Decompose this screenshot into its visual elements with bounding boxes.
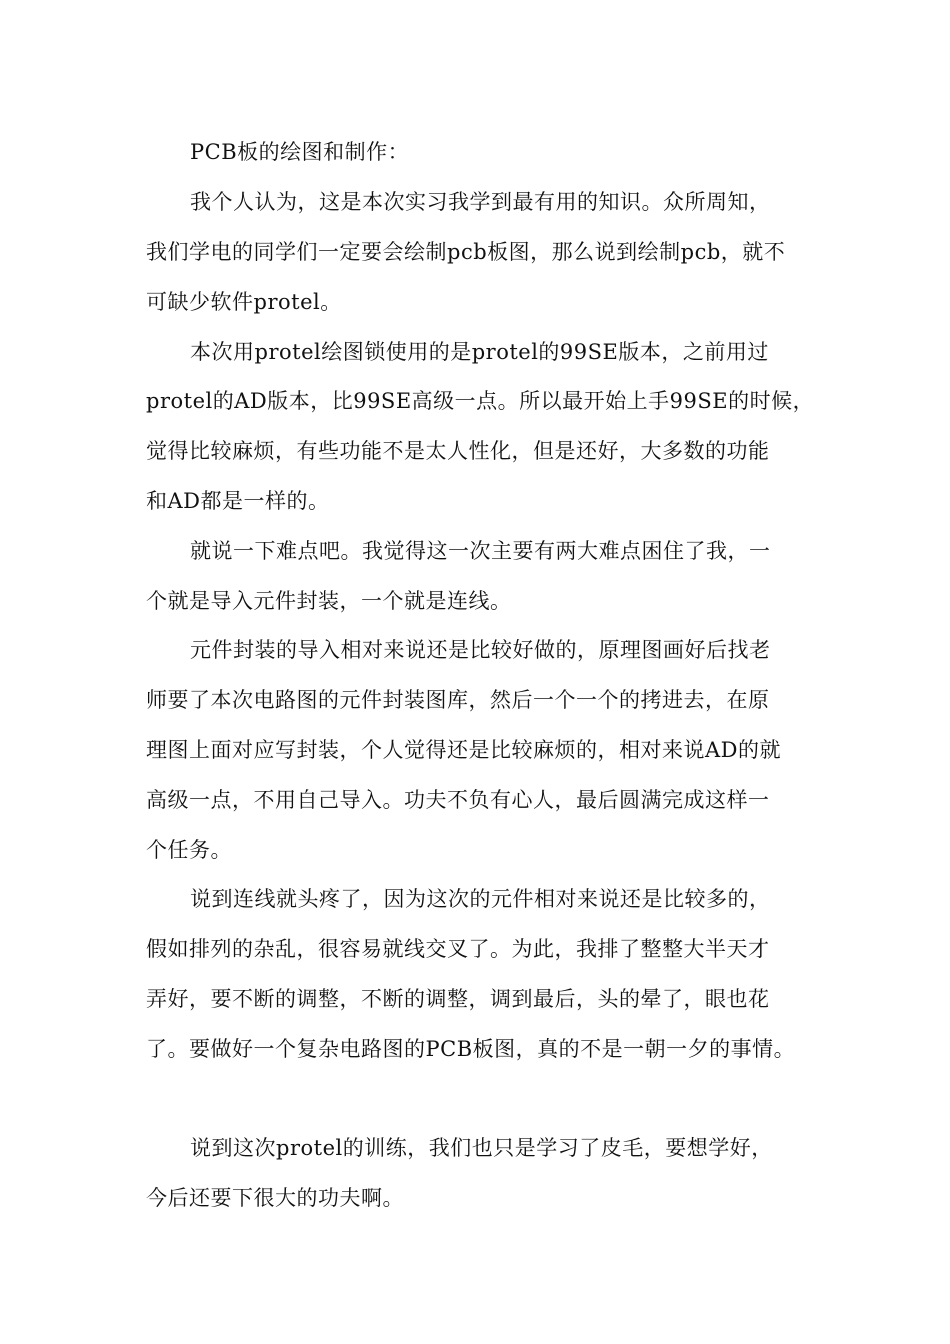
paragraph-line: 理图上面对应写封装，个人觉得还是比较麻烦的，相对来说AD的就	[146, 738, 781, 762]
paragraph-line: 和AD都是一样的。	[146, 489, 330, 513]
paragraph-line: 就说一下难点吧。我觉得这一次主要有两大难点困住了我，一	[190, 539, 771, 563]
paragraph-line: 说到这次protel的训练，我们也只是学习了皮毛，要想学好，	[190, 1136, 773, 1160]
paragraph-line: protel的AD版本，比99SE高级一点。所以最开始上手99SE的时候，	[146, 389, 815, 413]
paragraph-line: 个就是导入元件封装，一个就是连线。	[146, 589, 512, 613]
paragraph-line: 师要了本次电路图的元件封装图库，然后一个一个的拷进去，在原	[146, 688, 770, 712]
paragraph-line: 元件封装的导入相对来说还是比较好做的，原理图画好后找老	[190, 638, 771, 662]
paragraph-line: 觉得比较麻烦，有些功能不是太人性化，但是还好，大多数的功能	[146, 439, 770, 463]
paragraph-line: 我个人认为，这是本次实习我学到最有用的知识。众所周知，	[190, 190, 771, 214]
paragraph-line: 假如排列的杂乱，很容易就线交叉了。为此，我排了整整大半天才	[146, 937, 770, 961]
paragraph-line: 弄好，要不断的调整，不断的调整，调到最后，头的晕了，眼也花	[146, 987, 770, 1011]
paragraph-line: 说到连线就头疼了，因为这次的元件相对来说还是比较多的，	[190, 887, 771, 911]
paragraph-line: 了。要做好一个复杂电路图的PCB板图，真的不是一朝一夕的事情。	[146, 1037, 796, 1061]
paragraph-line: 本次用protel绘图锁使用的是protel的99SE版本，之前用过	[190, 340, 769, 364]
paragraph-line: 可缺少软件protel。	[146, 290, 342, 314]
paragraph-line: 今后还要下很大的功夫啊。	[146, 1186, 404, 1210]
paragraph-line: 个任务。	[146, 838, 232, 862]
paragraph-line: 高级一点，不用自己导入。功夫不负有心人，最后圆满完成这样一	[146, 788, 770, 812]
paragraph-line: 我们学电的同学们一定要会绘制pcb板图，那么说到绘制pcb，就不	[146, 240, 786, 264]
section-heading: PCB板的绘图和制作：	[190, 140, 410, 164]
